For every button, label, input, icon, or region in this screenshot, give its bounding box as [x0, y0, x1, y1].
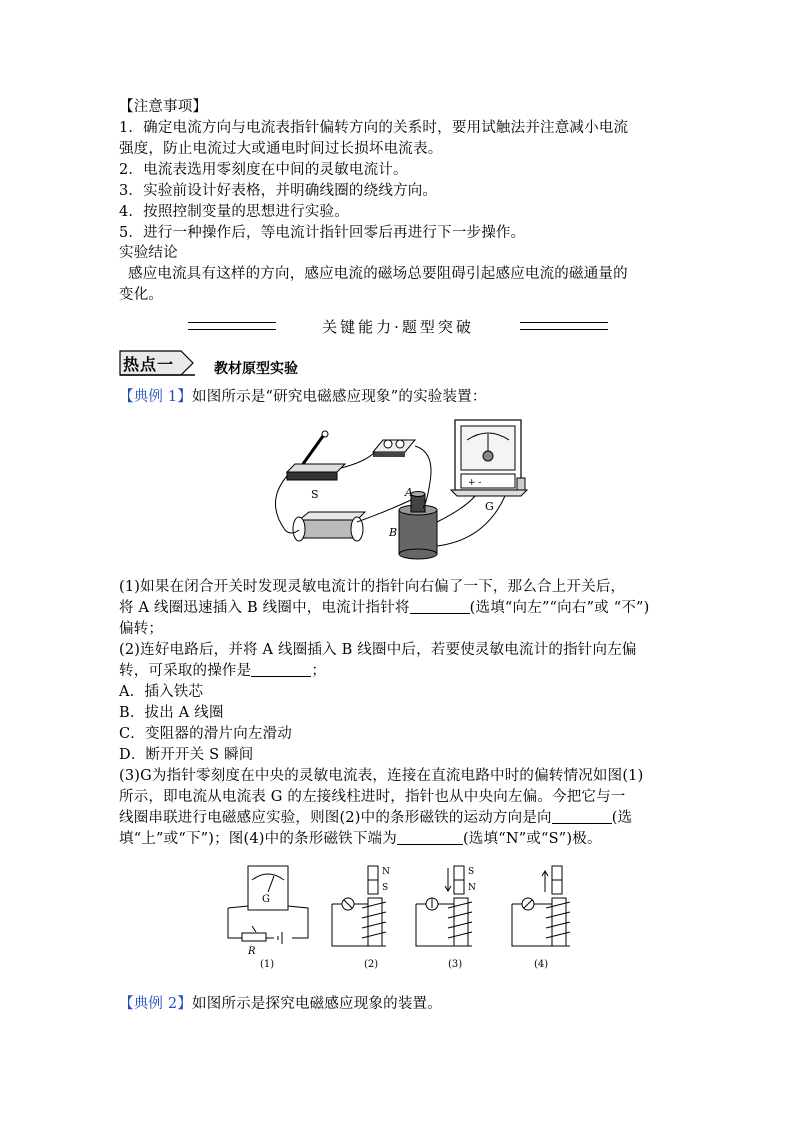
note-line-3: 3．实验前设计好表格，并明确线圈的绕线方向。	[119, 183, 438, 199]
q3-direction-blank[interactable]	[552, 809, 612, 824]
meter-label: G	[485, 500, 494, 513]
q3-line-1: (3)G为指针零刻度在中央的灵敏电流表，连接在直流电路中时的偏转情况如图(1)	[119, 768, 644, 784]
q3-line-2: 所示，即电流从电流表 G 的左接线柱进时，指针也从中央向左偏。今把它与一	[119, 789, 626, 805]
q3-line-3a: 线圈串联进行电磁感应实验，则图(2)中的条形磁铁的运动方向是向	[119, 810, 552, 826]
galvanometer-figure	[451, 420, 527, 496]
resistor-box	[373, 440, 415, 457]
hotspot-label: 热点一	[123, 355, 175, 374]
section-banner	[188, 316, 608, 338]
subfig-label-1: (1)	[260, 959, 275, 970]
subfig-3-pole-bottom: N	[468, 883, 476, 893]
option-b: B．拔出 A 线圈	[119, 705, 224, 721]
switch-label: S	[311, 488, 319, 501]
option-c: C．变阻器的滑片向左滑动	[119, 726, 292, 742]
q1-line-3: 偏转；	[119, 621, 164, 637]
coil-a-label: A	[405, 486, 413, 499]
subfig-2-pole-top: N	[382, 867, 390, 877]
conclusion-line-2: 变化。	[119, 287, 164, 303]
q1-line-2	[119, 598, 679, 618]
q3-line-4	[119, 829, 679, 849]
q2-answer-blank[interactable]	[251, 662, 311, 677]
subfig-label-3: (3)	[448, 959, 463, 970]
note-line-4: 4．按照控制变量的思想进行实验。	[119, 204, 349, 220]
q2-line-2b: ；	[311, 663, 327, 679]
subfig-3	[416, 866, 475, 946]
coil-b-label: B	[389, 526, 398, 539]
banner-rule-right	[520, 322, 608, 330]
subfigures	[222, 862, 582, 974]
subfig-2	[332, 866, 389, 946]
subfig-label-2: (2)	[364, 959, 379, 970]
example1-intro-text: 如图所示是“研究电磁感应现象”的实验装置：	[192, 389, 487, 405]
q3-pole-blank[interactable]	[397, 830, 463, 845]
note-line-2: 2．电流表选用零刻度在中间的灵敏电流计。	[119, 162, 408, 178]
example2-line	[119, 994, 679, 1014]
note-line-5: 5．进行一种操作后，等电流计指针回零后再进行下一步操作。	[119, 225, 526, 241]
hotspot-subtitle: 教材原型实验	[214, 361, 298, 377]
subfig-1-resistor-label: R	[248, 946, 256, 957]
q3-line-3	[119, 808, 679, 828]
coil-a	[411, 492, 425, 513]
q1-answer-blank[interactable]	[410, 599, 470, 614]
note-line-1b: 强度，防止电流过大或通电时间过长损坏电流表。	[119, 141, 443, 157]
q2-line-1: (2)连好电路后，并将 A 线圈插入 B 线圈中后，若要使灵敏电流计的指针向左偏	[119, 642, 637, 658]
option-d: D．断开开关 S 瞬间	[119, 747, 254, 763]
q1-line-2b: (选填“向左”“向右”或 “不”)	[469, 600, 650, 616]
q3-line-3b: (选	[611, 810, 633, 826]
subfig-2-pole-bottom: S	[382, 883, 389, 893]
subfig-label-4: (4)	[534, 959, 549, 970]
rheostat-figure	[293, 512, 365, 541]
meter-sign-label: + -	[468, 478, 482, 488]
q3-line-4b: (选填“N”或“S”)极。	[462, 831, 602, 847]
note-line-1: 1．确定电流方向与电流表指针偏转方向的关系时，要用试触法并注意减小电流	[119, 120, 629, 136]
example2-tag: 【典例 2】	[119, 996, 193, 1012]
subfig-1	[228, 866, 308, 944]
example1-tag: 【典例 1】	[119, 389, 193, 405]
example2-text: 如图所示是探究电磁感应现象的装置。	[192, 996, 442, 1012]
subfig-4	[512, 866, 570, 946]
q3-line-4a: 填“上”或“下”)；图(4)中的条形磁铁下端为	[119, 831, 397, 847]
example1-intro	[119, 387, 679, 407]
q2-line-2	[119, 661, 679, 681]
q1-line-1: (1)如果在闭合开关时发现灵敏电流计的指针向右偏了一下，那么合上开关后，	[119, 579, 626, 595]
subfig-1-meter-label: G	[262, 894, 270, 905]
switch-figure	[287, 431, 345, 480]
q2-line-2a: 转，可采取的操作是	[119, 663, 252, 679]
banner-title: 关键能力·题型突破	[322, 318, 474, 336]
option-a: A．插入铁芯	[119, 684, 204, 700]
conclusion-heading: 实验结论	[119, 245, 178, 261]
q1-line-2a: 将 A 线圈迅速插入 B 线圈中，电流计指针将	[119, 600, 410, 616]
apparatus-figure	[265, 412, 535, 560]
coil-b	[399, 505, 437, 559]
notes-heading: 【注意事项】	[119, 99, 208, 115]
hotspot-tag	[119, 350, 195, 374]
conclusion-line-1: 感应电流具有这样的方向，感应电流的磁场总要阻碍引起感应电流的磁通量的	[128, 266, 628, 282]
subfig-3-pole-top: S	[468, 867, 475, 877]
